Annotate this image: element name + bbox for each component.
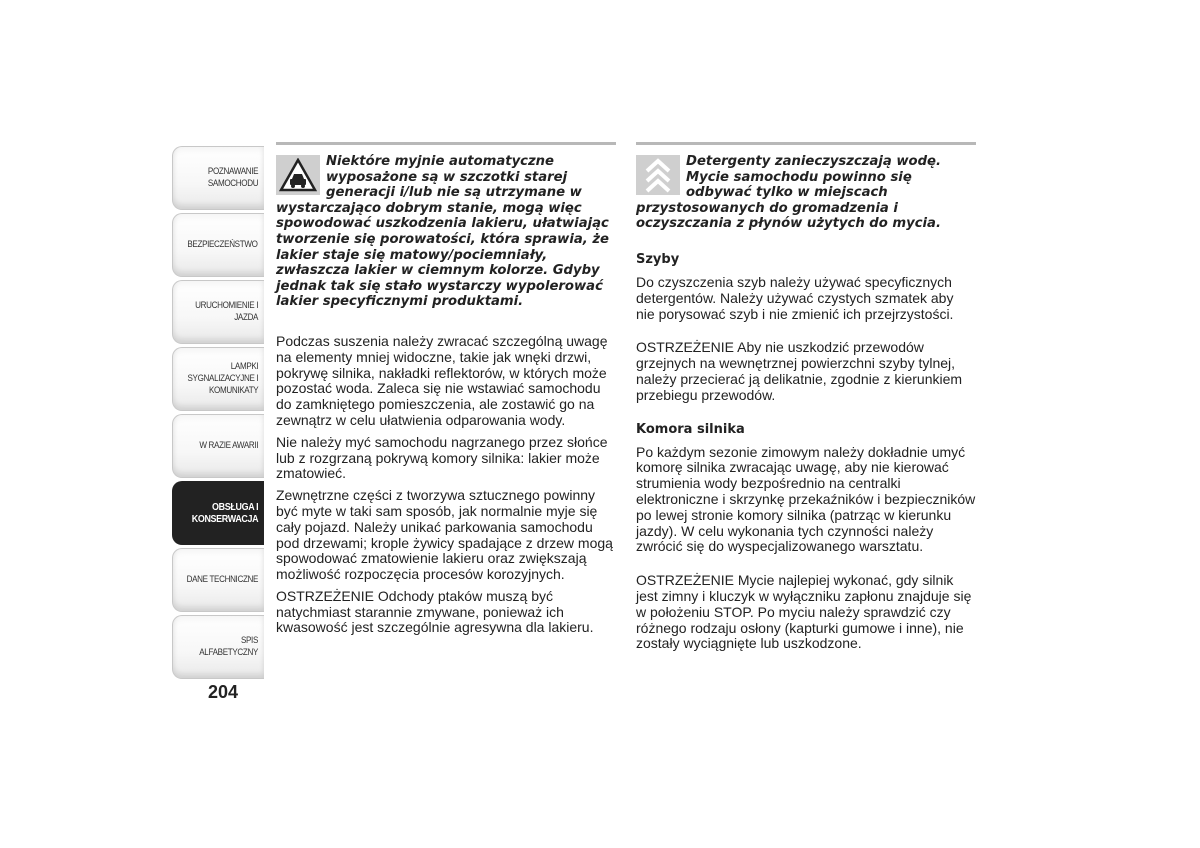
paragraph: OSTRZEŻENIE Odchody ptaków muszą być natychmiast starannie zmywane, ponieważ ich kwasowość jest szczególnie agresywna dla lakieru. bbox=[276, 587, 594, 636]
tab-poznawanie-samochodu[interactable] bbox=[172, 146, 264, 210]
section-heading: Komora silnika bbox=[636, 421, 745, 437]
paragraph: Nie należy myć samochodu nagrzanego przez słońce lub z rozgrzaną pokrywą komory silnika: lakier może zmatowieć. bbox=[276, 433, 608, 482]
paragraph: OSTRZEŻENIE Aby nie uszkodzić przewodów grzejnych na wewnętrznej powierzchni szyby tylnej, należy przecierać ją delikatnie, zgodnie z kierunkiem przebiegu przewodów. bbox=[636, 339, 963, 403]
tab-label: POZNAWANIE SAMOCHODU bbox=[207, 166, 258, 189]
chapter-tabs bbox=[172, 146, 264, 682]
tab-label: URUCHOMIENIE I JAZDA bbox=[195, 300, 258, 323]
warning-text: Niektóre myjnie automatyczne wyposażone są w szczotki starej generacji i/lub nie są utrzymane w wystarczająco dobrym stanie, mogą więc spowodować uszkodzenia lakieru, ułatwiając tworzenie się porowatości, która sprawia, że lakier staje się matowy/pociemniały, zwłaszcza lakier w ciemnym kolorze. Gdyby jednak tak się stało wystarczy wypolerować lakier specyficznymi produktami. bbox=[276, 154, 609, 310]
tab-spis-alfabetyczny[interactable] bbox=[172, 615, 264, 679]
paragraph: Po każdym sezonie zimowym należy dokładnie umyć komorę silnika zwracając uwagę, aby nie kierować strumienia wody bezpośrednio na centralki elektroniczne i skrzynkę przekaźników i bezpieczników po lewej stronie komory silnika (patrząc w kierunku jazdy). W celu wykonania tych czynności należy zwrócić się do wyspecjalizowanego warsztatu. bbox=[636, 443, 976, 555]
top-rule bbox=[276, 142, 616, 145]
tab-dane-techniczne[interactable] bbox=[172, 548, 264, 612]
tab-label: OBSŁUGA I KONSERWACJA bbox=[191, 501, 258, 525]
section-heading: Szyby bbox=[636, 251, 680, 267]
tab-label: LAMPKI SYGNALIZACYJNE I KOMUNIKATY bbox=[187, 361, 258, 396]
paragraph: Do czyszczenia szyb należy używać specyficznych detergentów. Należy używać czystych szmatek aby nie porysować szyb i nie zmienić ich przejrzystości. bbox=[636, 273, 954, 322]
tab-label: BEZPIECZEŃSTWO bbox=[187, 239, 258, 250]
page-number: 204 bbox=[208, 682, 239, 702]
tab-label: DANE TECHNICZNE bbox=[186, 574, 258, 585]
tab-label: SPIS ALFABETYCZNY bbox=[199, 635, 258, 658]
tab-bezpieczenstwo[interactable] bbox=[172, 213, 264, 277]
tab-uruchomienie-jazda[interactable] bbox=[172, 280, 264, 344]
environment-note bbox=[636, 154, 976, 232]
environment-text: Detergenty zanieczyszczają wodę. Mycie samochodu powinno się odbywać tylko w miejscach przystosowanych do gromadzenia i oczyszczania z płynów użytych do mycia. bbox=[636, 154, 941, 232]
paragraph: OSTRZEŻENIE Mycie najlepiej wykonać, gdy silnik jest zimny i kluczyk w wyłączniku zapłonu znajduje się w położeniu STOP. Po myciu należy sprawdzić czy różnego rodzaju osłony (kapturki gumowe i inne), nie zostały wyciągnięte lub uszkodzone. bbox=[636, 572, 972, 652]
right-column bbox=[636, 142, 976, 658]
top-rule bbox=[636, 142, 976, 145]
tab-lampki-sygnalizacyjne[interactable] bbox=[172, 347, 264, 411]
paragraph: Podczas suszenia należy zwracać szczególną uwagę na elementy mniej widoczne, takie jak wnęki drzwi, pokrywę silnika, nakładki reflektorów, w których może pozostać woda. Zaleca się nie wstawiać samochodu do zamkniętego pomieszczenia, ale zostawić go na zewnątrz w celu ułatwienia odparowania wody. bbox=[276, 332, 608, 428]
car-warning-icon bbox=[276, 155, 320, 195]
warning-box bbox=[276, 154, 616, 310]
paragraph: Zewnętrzne części z tworzywa sztucznego powinny być myte w taki sam sposób, jak normalnie myje się cały pojazd. Należy unikać parkowania samochodu pod drzewami; krople żywicy spadające z drzew mogą spowodować zmatowienie lakieru oraz zwiększają możliwość rozpoczęcia procesów korozyjnych. bbox=[276, 487, 613, 583]
tab-w-razie-awarii[interactable] bbox=[172, 414, 264, 478]
left-column bbox=[276, 142, 616, 642]
environment-chevron-icon bbox=[636, 155, 680, 195]
tab-obsluga-konserwacja[interactable] bbox=[172, 481, 264, 545]
tab-label: W RAZIE AWARII bbox=[199, 440, 258, 451]
